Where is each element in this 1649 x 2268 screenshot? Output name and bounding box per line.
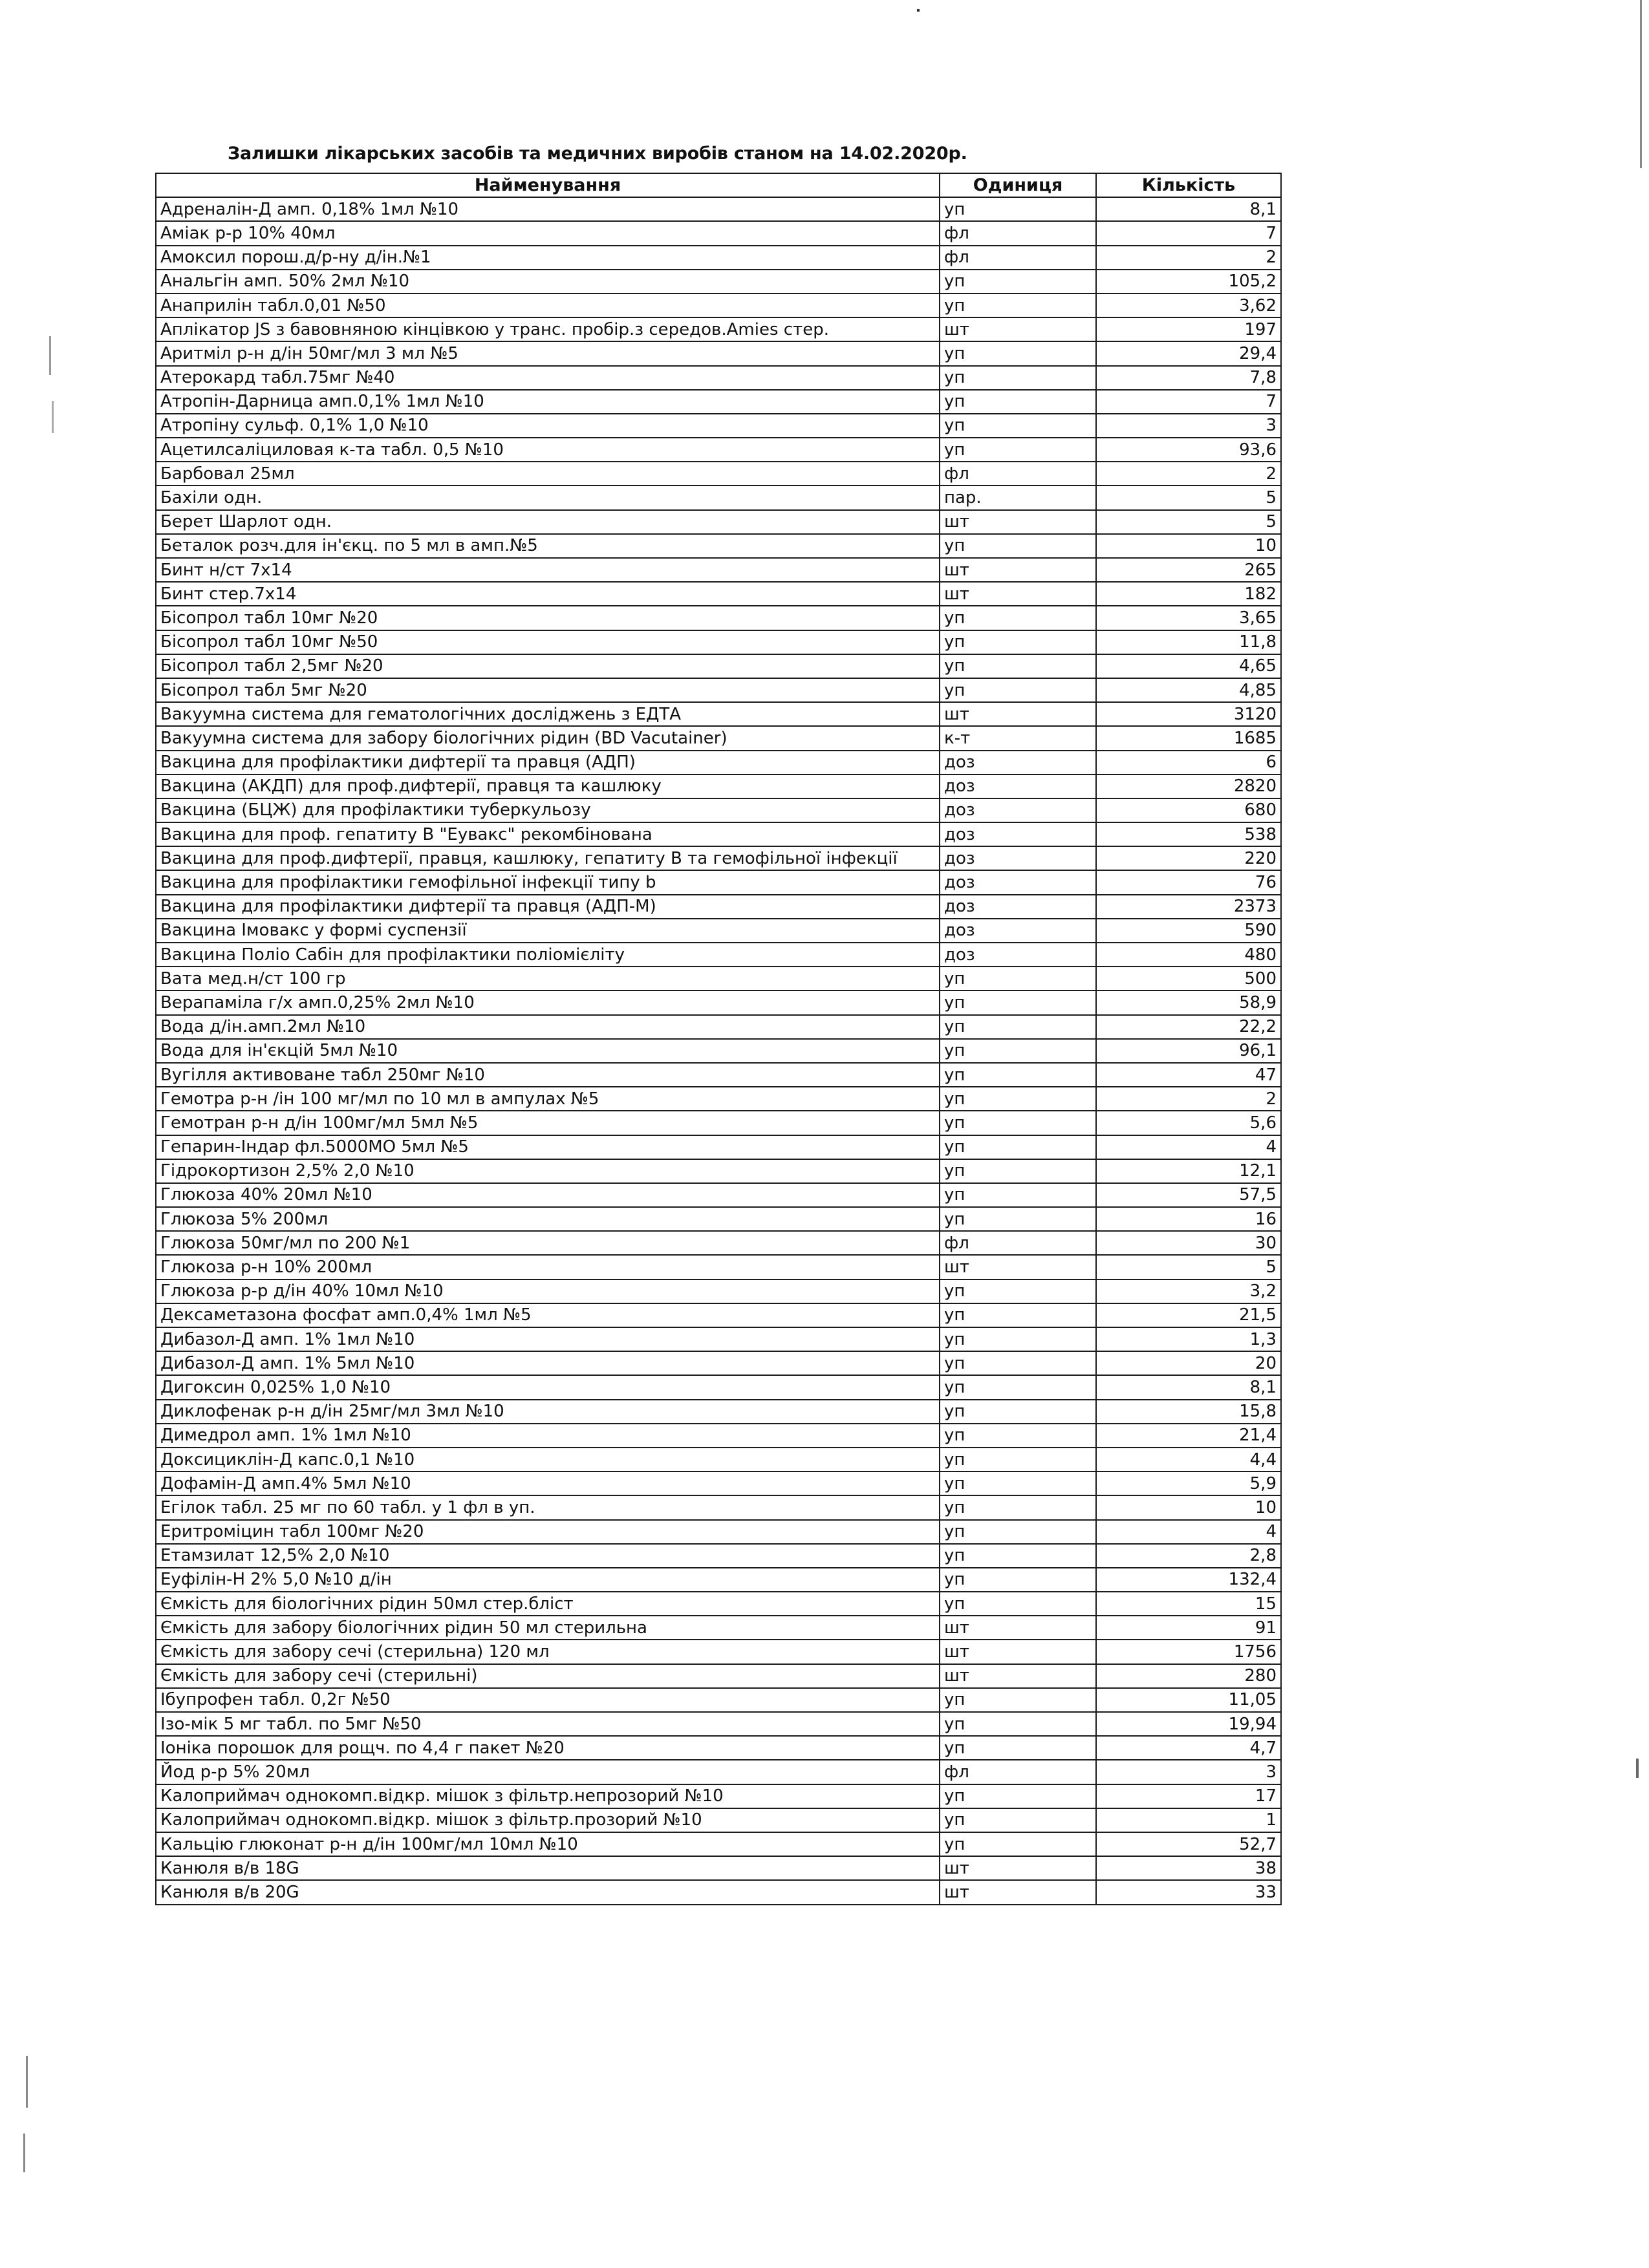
item-quantity: 76 (1096, 870, 1281, 894)
table-row (156, 1303, 1281, 1327)
item-unit: уп (940, 1087, 1096, 1111)
item-quantity: 3,62 (1096, 294, 1281, 317)
item-unit: шт (940, 558, 1096, 582)
item-unit: уп (940, 1135, 1096, 1159)
item-name: Іоніка порошок для рощч. по 4,4 г пакет №20 (156, 1736, 940, 1760)
item-name: Вакцина для профілактики дифтерії та правця (АДП-М) (156, 895, 940, 919)
item-quantity: 6 (1096, 751, 1281, 775)
table-row (156, 1832, 1281, 1856)
table-row (156, 1039, 1281, 1063)
item-quantity: 52,7 (1096, 1832, 1281, 1856)
item-name: Анальгін амп. 50% 2мл №10 (156, 270, 940, 294)
item-name: Вакцина Поліо Сабін для профілактики поліомієліту (156, 943, 940, 967)
table-row (156, 1495, 1281, 1519)
item-unit: уп (940, 1400, 1096, 1424)
item-quantity: 2 (1096, 462, 1281, 486)
item-name: Анаприлін табл.0,01 №50 (156, 294, 940, 317)
table-row (156, 943, 1281, 967)
item-quantity: 265 (1096, 558, 1281, 582)
table-row (156, 270, 1281, 294)
item-unit: доз (940, 775, 1096, 798)
item-name: Канюля в/в 20G (156, 1880, 940, 1904)
item-unit: уп (940, 654, 1096, 678)
item-unit: шт (940, 1856, 1096, 1880)
item-unit: шт (940, 317, 1096, 341)
table-row (156, 678, 1281, 702)
item-name: Вакцина (АКДП) для проф.дифтерії, правця та кашлюку (156, 775, 940, 798)
item-unit: доз (940, 919, 1096, 943)
table-row (156, 1688, 1281, 1712)
table-row (156, 846, 1281, 870)
item-unit: шт (940, 1640, 1096, 1664)
table-row (156, 438, 1281, 462)
table-row (156, 1231, 1281, 1255)
item-quantity: 2 (1096, 1087, 1281, 1111)
item-unit: уп (940, 1063, 1096, 1087)
item-unit: пар. (940, 486, 1096, 509)
item-unit: уп (940, 1712, 1096, 1736)
table-row (156, 1015, 1281, 1039)
item-name: Канюля в/в 18G (156, 1856, 940, 1880)
header-name: Найменування (156, 173, 940, 197)
table-row (156, 1159, 1281, 1183)
item-quantity: 1 (1096, 1808, 1281, 1832)
table-row (156, 1255, 1281, 1279)
item-quantity: 21,5 (1096, 1303, 1281, 1327)
item-unit: уп (940, 1351, 1096, 1375)
item-unit: уп (940, 270, 1096, 294)
item-quantity: 21,4 (1096, 1424, 1281, 1448)
item-name: Доксициклін-Д капс.0,1 №10 (156, 1448, 940, 1471)
table-row (156, 1760, 1281, 1784)
item-quantity: 1685 (1096, 726, 1281, 750)
item-unit: шт (940, 582, 1096, 606)
item-quantity: 38 (1096, 1856, 1281, 1880)
item-quantity: 5,6 (1096, 1111, 1281, 1135)
table-row (156, 534, 1281, 558)
item-unit: уп (940, 1471, 1096, 1495)
item-name: Вода д/ін.амп.2мл №10 (156, 1015, 940, 1039)
scan-margin-mark (23, 2134, 25, 2172)
item-name: Вакцина (БЦЖ) для профілактики туберкульозу (156, 798, 940, 822)
item-name: Дексаметазона фосфат амп.0,4% 1мл №5 (156, 1303, 940, 1327)
item-name: Ізо-мік 5 мг табл. по 5мг №50 (156, 1712, 940, 1736)
item-name: Вакцина Імовакс у формі суспензії (156, 919, 940, 943)
item-quantity: 1,3 (1096, 1327, 1281, 1351)
item-quantity: 17 (1096, 1784, 1281, 1808)
item-name: Ацетилсаліциловая к-та табл. 0,5 №10 (156, 438, 940, 462)
item-name: Атропіну сульф. 0,1% 1,0 №10 (156, 414, 940, 438)
table-row (156, 1375, 1281, 1399)
scan-edge-mark (1636, 1759, 1639, 1778)
table-row (156, 798, 1281, 822)
item-name: Берет Шарлот одн. (156, 510, 940, 534)
item-name: Етамзилат 12,5% 2,0 №10 (156, 1544, 940, 1568)
header-unit: Одиниця (940, 173, 1096, 197)
item-unit: уп (940, 1159, 1096, 1183)
table-row (156, 1616, 1281, 1640)
item-unit: уп (940, 1808, 1096, 1832)
table-row (156, 1087, 1281, 1111)
item-name: Дигоксин 0,025% 1,0 №10 (156, 1375, 940, 1399)
item-quantity: 680 (1096, 798, 1281, 822)
item-quantity: 47 (1096, 1063, 1281, 1087)
item-quantity: 4,4 (1096, 1448, 1281, 1471)
item-unit: уп (940, 1568, 1096, 1592)
table-row (156, 1712, 1281, 1736)
table-row (156, 1207, 1281, 1231)
item-unit: доз (940, 846, 1096, 870)
table-body (156, 197, 1281, 1904)
item-name: Вугілля активоване табл 250мг №10 (156, 1063, 940, 1087)
table-row (156, 582, 1281, 606)
table-row (156, 1856, 1281, 1880)
item-name: Глюкоза р-н 10% 200мл (156, 1255, 940, 1279)
item-quantity: 4,65 (1096, 654, 1281, 678)
table-row (156, 486, 1281, 509)
item-quantity: 3,65 (1096, 606, 1281, 630)
item-quantity: 7,8 (1096, 366, 1281, 390)
item-quantity: 5 (1096, 1255, 1281, 1279)
table-row (156, 775, 1281, 798)
item-unit: уп (940, 1448, 1096, 1471)
item-quantity: 10 (1096, 534, 1281, 558)
item-unit: уп (940, 1375, 1096, 1399)
item-name: Йод р-р 5% 20мл (156, 1760, 940, 1784)
table-row (156, 1135, 1281, 1159)
item-unit: фл (940, 462, 1096, 486)
item-quantity: 5 (1096, 486, 1281, 509)
item-unit: уп (940, 341, 1096, 365)
item-name: Гемотран р-н д/ін 100мг/мл 5мл №5 (156, 1111, 940, 1135)
item-name: Кальцію глюконат р-н д/ін 100мг/мл 10мл №10 (156, 1832, 940, 1856)
item-name: Бинт н/ст 7х14 (156, 558, 940, 582)
item-unit: шт (940, 1880, 1096, 1904)
item-unit: уп (940, 1015, 1096, 1039)
item-quantity: 3,2 (1096, 1279, 1281, 1303)
item-name: Глюкоза 5% 200мл (156, 1207, 940, 1231)
item-unit: уп (940, 534, 1096, 558)
table-row (156, 317, 1281, 341)
item-quantity: 3 (1096, 1760, 1281, 1784)
item-unit: уп (940, 630, 1096, 654)
item-name: Ємкість для біологічних рідин 50мл стер.бліст (156, 1592, 940, 1616)
item-name: Вата мед.н/ст 100 гр (156, 967, 940, 990)
table-header-row (156, 173, 1281, 197)
table-row (156, 1784, 1281, 1808)
table-row (156, 1351, 1281, 1375)
table-row (156, 414, 1281, 438)
item-name: Дибазол-Д амп. 1% 1мл №10 (156, 1327, 940, 1351)
table-row (156, 1520, 1281, 1544)
item-name: Бахіли одн. (156, 486, 940, 509)
item-quantity: 280 (1096, 1664, 1281, 1688)
scan-edge-mark (1640, 0, 1642, 168)
item-quantity: 4,7 (1096, 1736, 1281, 1760)
item-unit: шт (940, 1255, 1096, 1279)
item-quantity: 96,1 (1096, 1039, 1281, 1063)
item-quantity: 93,6 (1096, 438, 1281, 462)
table-row (156, 390, 1281, 414)
table-row (156, 1640, 1281, 1664)
item-name: Егілок табл. 25 мг по 60 табл. у 1 фл в уп. (156, 1495, 940, 1519)
item-name: Атропін-Дарница амп.0,1% 1мл №10 (156, 390, 940, 414)
item-unit: уп (940, 1495, 1096, 1519)
item-quantity: 3 (1096, 414, 1281, 438)
item-unit: доз (940, 751, 1096, 775)
item-unit: фл (940, 246, 1096, 270)
table-row (156, 1736, 1281, 1760)
item-quantity: 20 (1096, 1351, 1281, 1375)
item-name: Аміак р-р 10% 40мл (156, 221, 940, 245)
item-quantity: 30 (1096, 1231, 1281, 1255)
table-row (156, 1808, 1281, 1832)
item-unit: уп (940, 1592, 1096, 1616)
item-name: Бісопрол табл 2,5мг №20 (156, 654, 940, 678)
item-quantity: 15,8 (1096, 1400, 1281, 1424)
item-quantity: 12,1 (1096, 1159, 1281, 1183)
item-name: Ємкість для забору сечі (стерильні) (156, 1664, 940, 1688)
item-name: Гемотра р-н /ін 100 мг/мл по 10 мл в ампулах №5 (156, 1087, 940, 1111)
item-name: Вакцина для проф. гепатиту В "Еувакс" рекомбінована (156, 822, 940, 846)
item-name: Вакцина для профілактики дифтерії та правця (АДП) (156, 751, 940, 775)
table-row (156, 895, 1281, 919)
item-name: Барбовал 25мл (156, 462, 940, 486)
item-quantity: 2 (1096, 246, 1281, 270)
item-unit: доз (940, 870, 1096, 894)
item-unit: уп (940, 197, 1096, 221)
item-unit: уп (940, 1832, 1096, 1856)
table-row (156, 1448, 1281, 1471)
table-row (156, 341, 1281, 365)
item-quantity: 57,5 (1096, 1183, 1281, 1207)
item-quantity: 132,4 (1096, 1568, 1281, 1592)
item-unit: шт (940, 1616, 1096, 1640)
item-unit: уп (940, 1327, 1096, 1351)
item-quantity: 2820 (1096, 775, 1281, 798)
item-name: Калоприймач однокомп.відкр. мішок з фільтр.непрозорий №10 (156, 1784, 940, 1808)
table-row (156, 1544, 1281, 1568)
item-name: Калоприймач однокомп.відкр. мішок з фільтр.прозорий №10 (156, 1808, 940, 1832)
item-quantity: 2373 (1096, 895, 1281, 919)
item-unit: уп (940, 366, 1096, 390)
item-name: Бісопрол табл 10мг №20 (156, 606, 940, 630)
table-row (156, 606, 1281, 630)
item-unit: уп (940, 1039, 1096, 1063)
item-name: Глюкоза 50мг/мл по 200 №1 (156, 1231, 940, 1255)
item-quantity: 58,9 (1096, 990, 1281, 1014)
item-unit: уп (940, 1303, 1096, 1327)
inventory-table (155, 173, 1282, 1905)
item-name: Вакуумна система для забору біологічних рідин (BD Vacutainer) (156, 726, 940, 750)
item-name: Еритроміцин табл 100мг №20 (156, 1520, 940, 1544)
table-row (156, 1664, 1281, 1688)
item-unit: уп (940, 967, 1096, 990)
item-quantity: 5 (1096, 510, 1281, 534)
table-row (156, 1063, 1281, 1087)
table-row (156, 702, 1281, 726)
item-name: Беталок розч.для ін'єкц. по 5 мл в амп.№5 (156, 534, 940, 558)
item-name: Гідрокортизон 2,5% 2,0 №10 (156, 1159, 940, 1183)
item-name: Атерокард табл.75мг №40 (156, 366, 940, 390)
item-quantity: 4 (1096, 1520, 1281, 1544)
item-unit: фл (940, 1760, 1096, 1784)
table-row (156, 197, 1281, 221)
item-name: Гепарин-Індар фл.5000МО 5мл №5 (156, 1135, 940, 1159)
table-row (156, 558, 1281, 582)
item-name: Ібупрофен табл. 0,2г №50 (156, 1688, 940, 1712)
item-unit: доз (940, 895, 1096, 919)
scan-margin-mark (52, 401, 54, 433)
item-unit: уп (940, 1688, 1096, 1712)
item-quantity: 1756 (1096, 1640, 1281, 1664)
item-unit: доз (940, 943, 1096, 967)
item-name: Вакцина для профілактики гемофільної інфекції типу b (156, 870, 940, 894)
table-row (156, 1424, 1281, 1448)
item-quantity: 182 (1096, 582, 1281, 606)
item-quantity: 15 (1096, 1592, 1281, 1616)
item-unit: шт (940, 510, 1096, 534)
item-quantity: 3120 (1096, 702, 1281, 726)
table-row (156, 1880, 1281, 1904)
table-row (156, 221, 1281, 245)
table-row (156, 1592, 1281, 1616)
table-row (156, 751, 1281, 775)
item-quantity: 4 (1096, 1135, 1281, 1159)
table-row (156, 654, 1281, 678)
item-unit: уп (940, 1520, 1096, 1544)
item-name: Дофамін-Д амп.4% 5мл №10 (156, 1471, 940, 1495)
item-name: Дибазол-Д амп. 1% 5мл №10 (156, 1351, 940, 1375)
item-name: Ємкість для забору сечі (стерильна) 120 мл (156, 1640, 940, 1664)
item-name: Вакцина для проф.дифтерії, правця, кашлюку, гепатиту В та гемофільної інфекції (156, 846, 940, 870)
item-name: Верапаміла г/х амп.0,25% 2мл №10 (156, 990, 940, 1014)
scan-margin-mark (26, 2056, 28, 2108)
table-row (156, 1568, 1281, 1592)
item-name: Глюкоза 40% 20мл №10 (156, 1183, 940, 1207)
item-unit: уп (940, 1784, 1096, 1808)
document-title: Залишки лікарських засобів та медичних виробів станом на 14.02.2020р. (228, 144, 967, 164)
table-row (156, 462, 1281, 486)
item-unit: доз (940, 798, 1096, 822)
item-unit: уп (940, 438, 1096, 462)
item-quantity: 500 (1096, 967, 1281, 990)
table-row (156, 726, 1281, 750)
scan-speck (917, 9, 920, 12)
item-quantity: 11,8 (1096, 630, 1281, 654)
item-quantity: 7 (1096, 390, 1281, 414)
item-name: Вода для ін'єкцій 5мл №10 (156, 1039, 940, 1063)
item-name: Бинт стер.7х14 (156, 582, 940, 606)
table-row (156, 630, 1281, 654)
item-quantity: 8,1 (1096, 197, 1281, 221)
table-row (156, 1111, 1281, 1135)
table-row (156, 366, 1281, 390)
item-unit: уп (940, 990, 1096, 1014)
item-unit: фл (940, 221, 1096, 245)
item-quantity: 7 (1096, 221, 1281, 245)
table-row (156, 822, 1281, 846)
table-row (156, 1471, 1281, 1495)
item-quantity: 29,4 (1096, 341, 1281, 365)
item-quantity: 8,1 (1096, 1375, 1281, 1399)
item-unit: уп (940, 1544, 1096, 1568)
item-unit: шт (940, 1664, 1096, 1688)
item-quantity: 220 (1096, 846, 1281, 870)
table-row (156, 990, 1281, 1014)
scan-margin-mark (49, 336, 51, 375)
item-unit: уп (940, 1183, 1096, 1207)
item-unit: уп (940, 414, 1096, 438)
item-name: Аплікатор JS з бавовняною кінцівкою у транс. пробір.з середов.Amies стер. (156, 317, 940, 341)
item-quantity: 19,94 (1096, 1712, 1281, 1736)
item-name: Бісопрол табл 10мг №50 (156, 630, 940, 654)
item-name: Бісопрол табл 5мг №20 (156, 678, 940, 702)
item-quantity: 2,8 (1096, 1544, 1281, 1568)
item-quantity: 16 (1096, 1207, 1281, 1231)
table-row (156, 510, 1281, 534)
item-name: Диклофенак р-н д/ін 25мг/мл 3мл №10 (156, 1400, 940, 1424)
item-name: Димедрол амп. 1% 1мл №10 (156, 1424, 940, 1448)
item-unit: уп (940, 606, 1096, 630)
table-row (156, 1400, 1281, 1424)
item-unit: шт (940, 702, 1096, 726)
item-unit: уп (940, 294, 1096, 317)
item-quantity: 590 (1096, 919, 1281, 943)
table-row (156, 1327, 1281, 1351)
item-quantity: 11,05 (1096, 1688, 1281, 1712)
table-row (156, 294, 1281, 317)
item-name: Амоксил порош.д/р-ну д/ін.№1 (156, 246, 940, 270)
item-unit: уп (940, 1111, 1096, 1135)
item-quantity: 480 (1096, 943, 1281, 967)
table-row (156, 919, 1281, 943)
item-quantity: 538 (1096, 822, 1281, 846)
header-quantity: Кількість (1096, 173, 1281, 197)
item-unit: к-т (940, 726, 1096, 750)
item-unit: уп (940, 1424, 1096, 1448)
item-unit: уп (940, 1279, 1096, 1303)
item-unit: уп (940, 1736, 1096, 1760)
item-quantity: 4,85 (1096, 678, 1281, 702)
item-name: Адреналін-Д амп. 0,18% 1мл №10 (156, 197, 940, 221)
item-unit: доз (940, 822, 1096, 846)
item-name: Аритміл р-н д/ін 50мг/мл 3 мл №5 (156, 341, 940, 365)
item-name: Глюкоза р-р д/ін 40% 10мл №10 (156, 1279, 940, 1303)
table-row (156, 1183, 1281, 1207)
item-name: Ємкість для забору біологічних рідин 50 мл стерильна (156, 1616, 940, 1640)
item-quantity: 197 (1096, 317, 1281, 341)
table-row (156, 967, 1281, 990)
item-unit: уп (940, 678, 1096, 702)
item-quantity: 33 (1096, 1880, 1281, 1904)
item-quantity: 22,2 (1096, 1015, 1281, 1039)
item-quantity: 5,9 (1096, 1471, 1281, 1495)
table-row (156, 870, 1281, 894)
item-quantity: 10 (1096, 1495, 1281, 1519)
item-name: Еуфілін-Н 2% 5,0 №10 д/ін (156, 1568, 940, 1592)
item-name: Вакуумна система для гематологічних досліджень з ЕДТА (156, 702, 940, 726)
item-quantity: 105,2 (1096, 270, 1281, 294)
item-unit: уп (940, 1207, 1096, 1231)
item-unit: фл (940, 1231, 1096, 1255)
table-row (156, 246, 1281, 270)
table-row (156, 1279, 1281, 1303)
item-quantity: 91 (1096, 1616, 1281, 1640)
item-unit: уп (940, 390, 1096, 414)
